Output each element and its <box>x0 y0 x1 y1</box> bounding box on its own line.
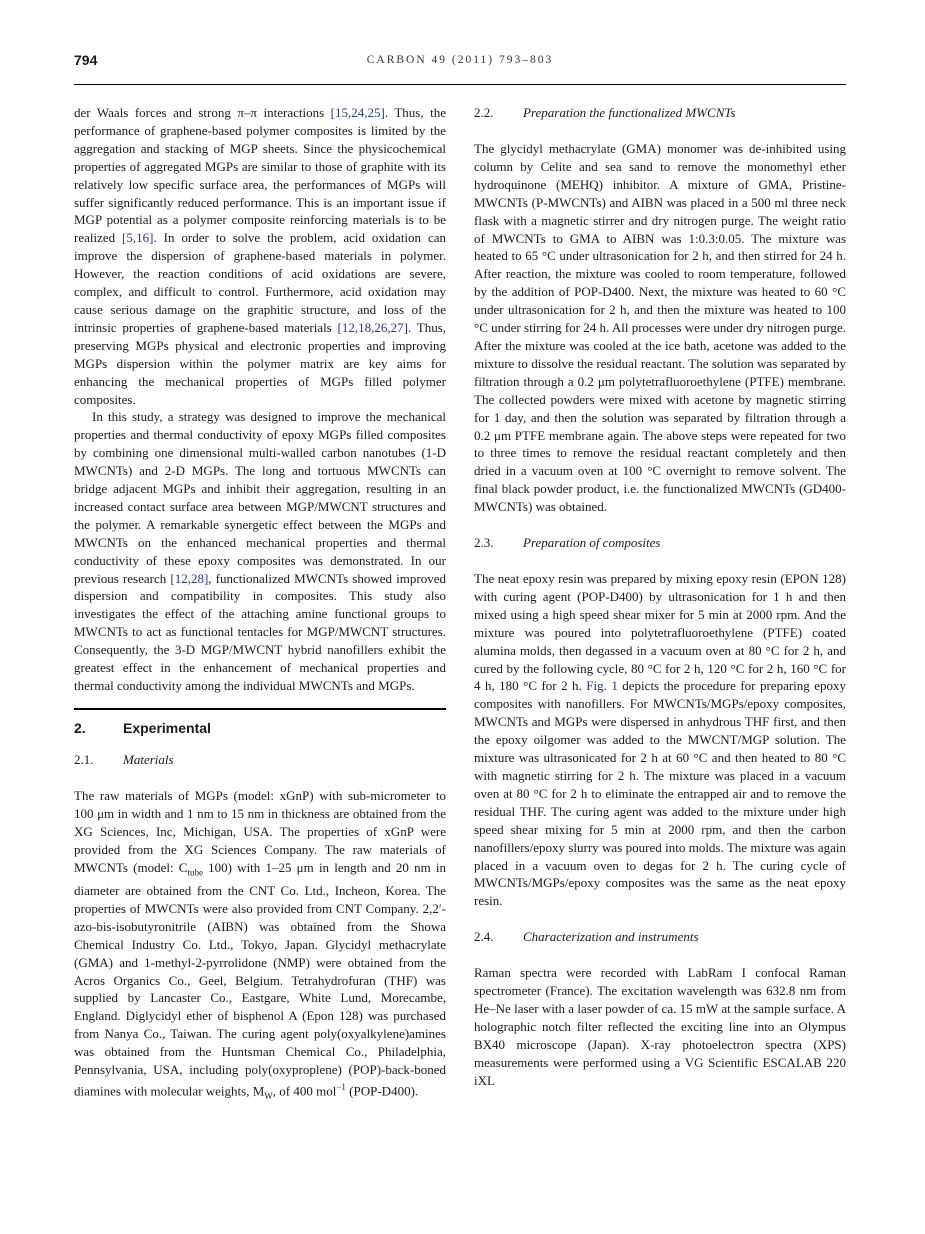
page-number: 794 <box>74 52 98 68</box>
paragraph <box>74 104 446 408</box>
left-column <box>74 104 446 1106</box>
citation-link[interactable]: Fig. 1 <box>586 678 618 694</box>
text-run: (POP-D400). <box>345 1083 419 1099</box>
paragraph <box>74 787 446 1106</box>
text-run: Raman spectra were recorded with LabRam I confocal Raman spectrometer (France). The excitation wavelength was 632.8 nm from He–Ne laser with a laser powder of ca. 15 mW at the sample surface. A holographic notch filter reflected the exciting line into an Olympus BX40 microscope (Japan). X-ray photoelectron spectra (XPS) measurements were performed using a VG Scientific ESCALAB 220 iXL <box>474 965 846 1088</box>
text-run: The glycidyl methacrylate (GMA) monomer was de-inhibited using column by Celite and sea sand to remove the monomethyl ether hydroquinone (MEHQ) inhibitor. A mixture of GMA, Pristine-MWCNTs (P-MWCNTs) and AIBN was placed in a 500 ml three neck flask with a magnetic stirrer and dry nitrogen purge. The weight ratio of MWCNTs to GMA to AIBN was 1:0.3:0.05. The mixture was heated to 65 °C under ultrasonication for 2 h, and then stirred for 24 h. After reaction, the mixture was cooled to room temperature, followed by the addition of POP-D400. Next, the mixture was heated to 60 °C under ultrasonication for 2 h, and then the mixture was heated to 100 °C under stirring for 24 h. All processes were under dry nitrogen purge. After the mixture was cooled at the ice bath, acetone was added to the mixture to dissolve the residual reactant. The solution was separated by filtration through a 0.2 μm polytetrafluoroethylene (PTFE) membrane. The collected powders were mixed with acetone by magnetic stirring for 1 day, and then the solution was separated by filtration through a 0.2 μm PTFE membrane again. The above steps were repeated for two to three times to remove the residual reactant completely and then dried in a vacuum oven at 100 °C overnight to remove solvent. The final black powder product, i.e. the functionalized MWCNTs (GD400-MWCNTs) was obtained. <box>474 141 846 515</box>
text-run: der Waals forces and strong π–π interactions <box>74 105 331 120</box>
journal-running-head: CARBON 49 (2011) 793–803 <box>366 54 554 66</box>
text-run: . Thus, the performance of graphene-based polymer composites is limited by the aggregation and stacking of MGP sheets. Since the physicochemical properties of aggregated MGPs are similar to those of graphite with its relatively low specific surface area, the performances of MGPs will suffer significantly reduced performance. This is an important issue if MGP potential as a polymer composite reinforcing materials is to be realized <box>74 105 446 246</box>
subsection-heading: 2.3. Preparation of composites <box>474 535 661 551</box>
text-run: . In order to solve the problem, acid oxidation can improve the dispersion of graphene-based materials in polymer. However, the reaction conditions of acid oxidations are severe, complex, and difficult to control. Furthermore, acid oxidation may cause serious damage on the graphitic structure, and loss of the intrinsic properties of graphene-based materials <box>74 230 446 335</box>
text-run: The neat epoxy resin was prepared by mixing epoxy resin (EPON 128) with curing agent (POP-D400) by ultrasonication for 1 h and then mixed using a high speed shear mixer for 5 min at 2000 rpm. And the mixture was poured into polytetrafluoroethylene (PTFE) coated alumina molds, then degassed in a vacuum oven at 80 °C for 2 h, and cured by the following cycle, 80 °C for 2 h, 120 °C for 2 h, 160 °C for 4 h, 180 °C for 2 h. <box>474 571 846 694</box>
text-run: In this study, a strategy was designed to improve the mechanical properties and thermal conductivity of epoxy MGPs filled composites by combining one dimensional multi-walled carbon nanotubes (1-D MWCNTs) and 2-D MGPs. The long and tortuous MWCNTs can bridge adjacent MGPs and inhibit their aggregation, resulting in an increased contact surface area between MGP/MWCNT structures and the polymer. A remarkable synergetic effect between the MGPs and MWCNTs on the enhanced mechanical properties and thermal conductivity of these epoxy composites was demonstrated. In our previous research <box>74 409 446 586</box>
text-run: , of 400 mol <box>272 1083 337 1099</box>
subsection-heading: 2.4. Characterization and instruments <box>474 929 699 945</box>
page-header <box>74 52 846 85</box>
paragraph <box>474 570 846 910</box>
paragraph <box>74 408 446 695</box>
citation-link[interactable]: [12,18,26,27] <box>337 319 408 335</box>
subscript: W <box>264 1090 273 1101</box>
citation-link[interactable]: [12,28] <box>170 570 209 586</box>
subsection-heading: 2.2. Preparation the functionalized MWCNTs <box>474 105 736 120</box>
text-run: 100) with 1–25 μm in length and 20 nm in diameter are obtained from the CNT Co. Ltd., Incheon, Korea. The properties of MWCNTs were also provided from CNT Company. 2,2′-azo-bis-isobutyronitrile (AIBN) was obtained from the Showa Chemical Industry Co. Ltd., Tokyo, Japan. Glycidyl methacrylate (GMA) and 1-methyl-2-pyrrolidone (NMP) were obtained from the Acros Organics Co., Geel, Belgium. Tetrahydrofuran (THF) was supplied by Lancaster Co., Eastgare, White Lund, Morecambe, England. Diglycidyl ether of bisphenol A (Epon 128) was purchased from Nanya Co., Taiwan. The curing agent poly(oxyalkylene)amines was obtained from the Huntsman Chemical Co., Philadelphia, Pennsylvania, USA, including poly(oxyproplene) (POP)-back-boned diamines with molecular weights, M <box>74 859 446 1099</box>
citation-link[interactable]: [5,16] <box>122 230 154 246</box>
subscript: tube <box>187 867 203 878</box>
citation-link[interactable]: [15,24,25] <box>330 105 385 120</box>
paragraph <box>474 964 846 1089</box>
right-column <box>474 104 846 1090</box>
section-heading: 2. Experimental <box>74 708 446 737</box>
paragraph <box>474 140 846 516</box>
text-run: . Thus, preserving MGPs physical and electronic properties and improving MGPs dispersion within the polymer matrix are key aims for enhancing the mechanical properties of MGPs filled polymer composites. <box>74 319 446 407</box>
text-run: depicts the procedure for preparing epoxy composites with nanofillers. For MWCNTs/MGPs/epoxy composites, MWCNTs and MGPs were dispersed in anhydrous THF first, and then the epoxy oilgomer was added to the MWCNT/MGP solution. The mixture was ultrasonicated for 2 h at 60 °C and then heated to 80 °C with magnetic stirring for 2 h. The mixture was placed in a vacuum oven at 80 °C for 2 h to eliminate the entrapped air and to remove the residual THF. The curing agent was added to the mixture under high speed shear mixing for 5 min at 2000 rpm, and then the carbon nanofillers/epoxy slurry was poured into molds. The mixture was again placed in a vacuum oven to degas for 2 h. The curing cycle of MWCNTs/MGPs/epoxy composites was the same as the neat epoxy resin. <box>474 678 847 909</box>
superscript: −1 <box>336 1082 346 1092</box>
text-run: The raw materials of MGPs (model: xGnP) with sub-micrometer to 100 μm in width and 1 nm to 15 nm in thickness are obtained from the XG Sciences, Inc, Michigan, USA. The properties of xGnP were provided from the XG Sciences Company. The raw materials of MWCNTs (model: C <box>74 787 446 875</box>
subsection-heading: 2.1. Materials <box>74 751 174 767</box>
text-run: , functionalized MWCNTs showed improved dispersion and compatibility in composites. This study also investigates the effect of the attaching amine functional groups to MWCNTs to act as functional tentacles for MGP/MWCNT structures. Consequently, the 3-D MGP/MWCNT hybrid nanofillers exhibit the greatest effect in the enhancement of mechanical properties and thermal conductivity among the individual MWCNTs and MGPs. <box>74 570 446 693</box>
